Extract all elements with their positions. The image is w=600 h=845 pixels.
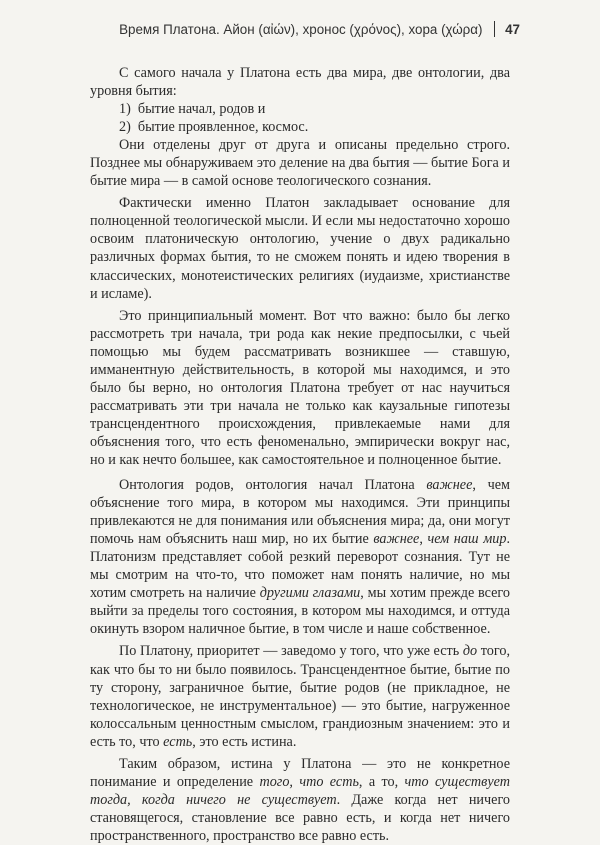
paragraph: Это принципиальный момент. Вот что важно: было бы легко рассмотреть три начала, три рода как некие предпосылки, с чьей помощью мы будем рассматривать возникшее — ставшую, имманентную действительность, в которой мы находимся, и это было бы верно, но онтология Платона требует от нас научиться рассматривать эти три начала не только как каузальные гипотезы трансцендентного происхождения, привлекаемые нами для объяснения того, что есть феноменально, эмпирически вокруг нас, но и как нечто большее, как самостоятельное и полноценное бытие.: [90, 307, 510, 468]
emphasis: чем наш мир: [427, 531, 507, 548]
emphasis: того, что есть: [259, 773, 359, 790]
running-header: [119, 21, 520, 37]
text-run: Таким образом, истина у Платона — это не конкретное понимание и определение: [90, 755, 510, 790]
paragraph-intro: С самого начала у Платона есть два мира, две онтологии, два уровня бытия:: [90, 65, 510, 100]
emphasis: важнее: [373, 531, 420, 548]
list-item: 2) бытие проявленное, космос.: [119, 119, 309, 136]
emphasis: есть: [163, 733, 193, 750]
text-run: , а то,: [358, 773, 405, 790]
header-divider: [494, 21, 496, 37]
emphasis: важнее: [426, 477, 473, 494]
text-run: , чем объяснение того мира, в котором мы находимся. Эти принципы привлекаются не для понимания или объяснения мира; да, они могут помочь нам объяснить наш мир, но их бытие: [90, 477, 510, 548]
paragraph: Фактически именно Платон закладывает основание для полноценной теологической мысли. И если мы недостаточно хорошо освоим платоническую онтологию, учение о двух радикально различных формах бытия, то не сможем понять и идею творения в классических, монотеистических религиях (иудаизме, христианстве и исламе).: [90, 195, 510, 302]
text-run: . Платонизм представляет собой резкий переворот сознания. Тут не мы смотрим на что-то, что поможет нам понять наличие, но мы хотим смотреть на наличие: [90, 531, 510, 602]
text-run: По Платону, приоритет — заведомо у того, что уже есть: [119, 643, 463, 660]
emphasis: другими глазами: [259, 585, 361, 602]
paragraph: [90, 755, 510, 845]
text-run: ,: [419, 531, 428, 548]
text-run: того, как что бы то ни было появилось. Трансцендентное бытие, бытие по ту сторону, заграничное бытие, бытие родов (не прикладное, не технологическое, не инструментальное) — это бытие, нагруженное колоссальным ценностным смыслом, грандиозным значением: это и есть то, что: [90, 643, 511, 750]
text-run: Онтология родов, онтология начал Платона: [119, 477, 427, 494]
text-run: . Даже когда нет ничего становящегося, становление все равно есть, и когда нет ничего пространственного, пространство все равно есть.: [90, 791, 510, 844]
emphasis: что существует тогда, когда ничего не существует: [90, 773, 510, 808]
text-run: , мы хотим прежде всего выйти за пределы того состояния, в котором мы находимся, и оттуда окинуть взором наличное бытие, в том числе и наше собственное.: [90, 585, 510, 638]
emphasis: до: [462, 643, 478, 660]
paragraph: [90, 476, 510, 638]
body-text: [90, 64, 510, 845]
page-number: 47: [505, 21, 520, 37]
running-title: Время Платона. Айон (αἰών), хронос (χρόνος), хора (χώρα): [119, 21, 483, 37]
paragraph: Они отделены друг от друга и описаны предельно строго. Позднее мы обнаруживаем это деление на два бытия — бытие Бога и бытие мира — в самой основе теологического сознания.: [90, 137, 510, 190]
paragraph: [90, 642, 510, 750]
list-item: 1) бытие начал, родов и: [119, 101, 266, 118]
text-run: , это есть истина.: [192, 733, 297, 750]
